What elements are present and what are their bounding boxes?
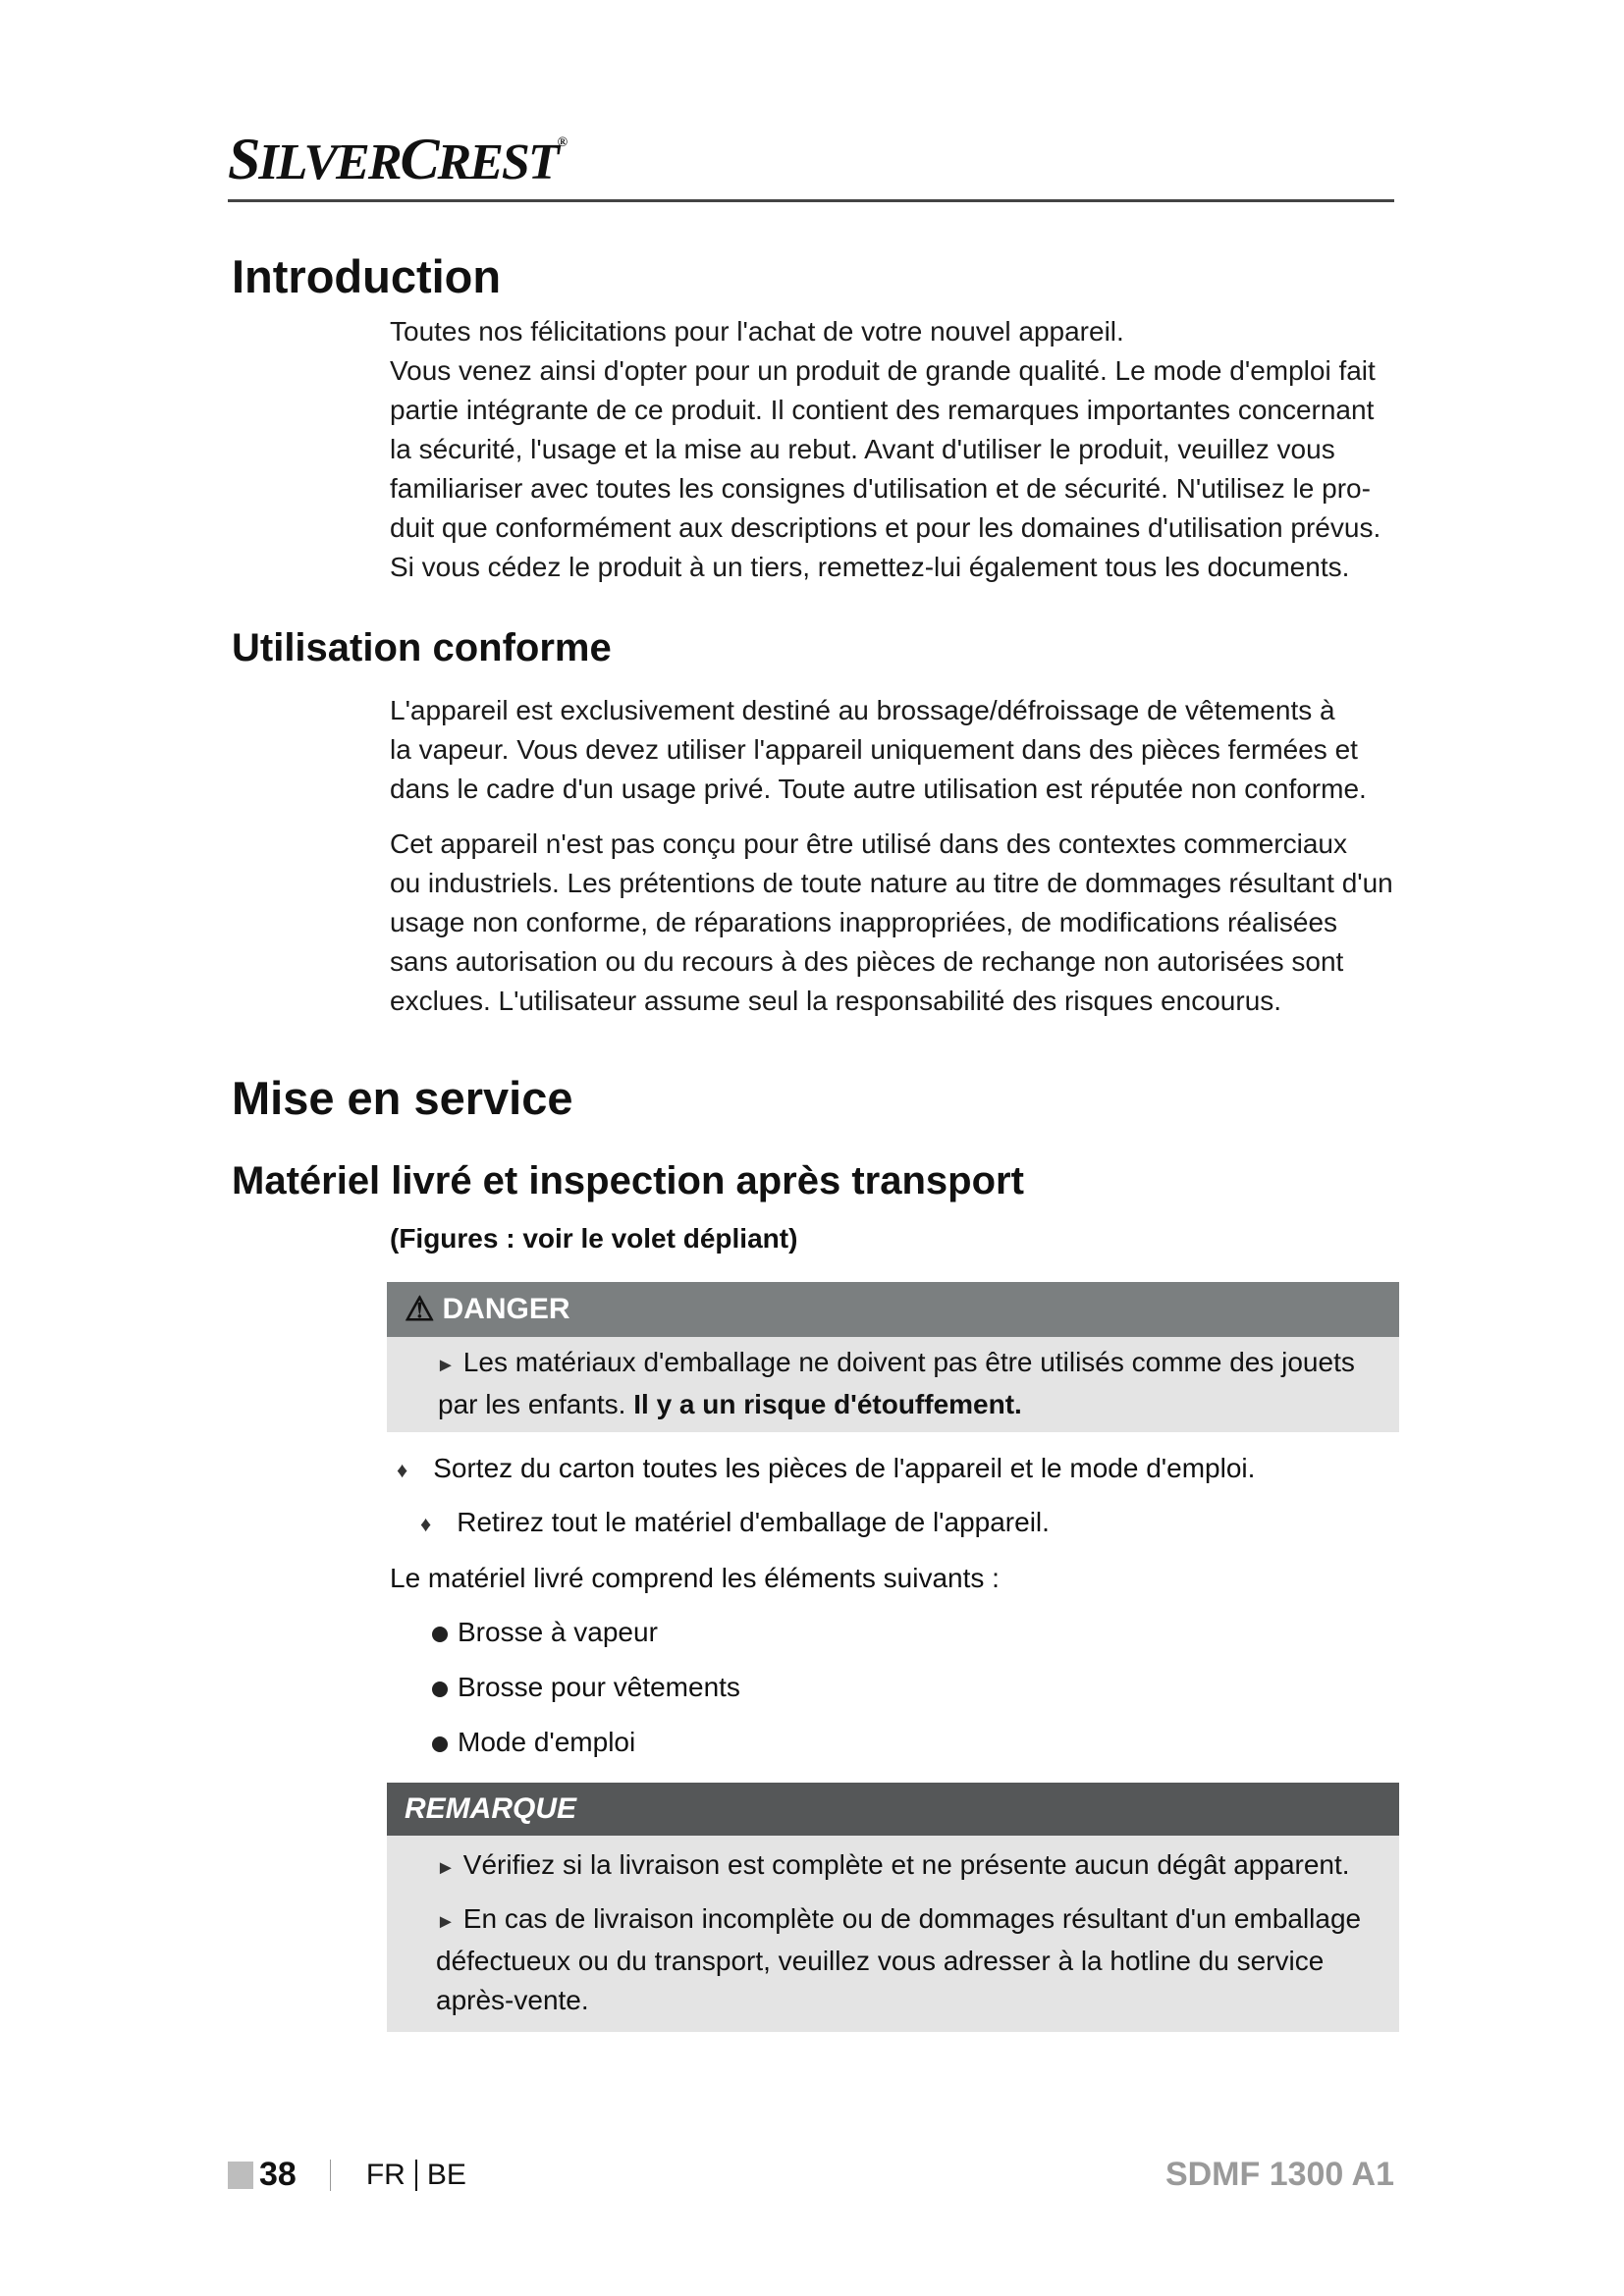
text-line: Vous venez ainsi d'opter pour un produit de grande qualité. Le mode d'emploi fait xyxy=(390,355,1376,386)
heading-introduction: Introduction xyxy=(232,250,502,302)
text-line: ou industriels. Les prétentions de toute nature au titre de dommages résultant d'un xyxy=(390,868,1393,898)
text-line: dans le cadre d'un usage privé. Toute autre utilisation est réputée non conforme. xyxy=(390,774,1367,804)
danger-emphasis: Il y a un risque d'étouffement. xyxy=(633,1389,1022,1419)
remarque-text: après-vente. xyxy=(436,1985,589,2015)
remarque-text: En cas de livraison incomplète ou de dommages résultant d'un emballage xyxy=(462,1903,1362,1934)
text-line: usage non conforme, de réparations inappropriées, de modifications réalisées xyxy=(390,907,1338,937)
header-rule xyxy=(228,199,1394,202)
text-line: partie intégrante de ce produit. Il contient des remarques importantes concernant xyxy=(390,395,1375,425)
text-line: L'appareil est exclusivement destiné au brossage/défroissage de vêtements à xyxy=(390,695,1335,725)
divider xyxy=(330,2160,331,2191)
utilisation-para-2 xyxy=(390,825,1393,1021)
text-line: exclues. L'utilisateur assume seul la responsabilité des risques encourus. xyxy=(390,986,1282,1016)
silvercrest-logo: SILVERCREST® xyxy=(228,127,568,191)
contents-text: Brosse à vapeur xyxy=(458,1617,658,1647)
bullet-dot-icon xyxy=(432,1736,448,1752)
diamond-bullet-icon: ♦ xyxy=(397,1458,408,1482)
model-number: SDMF 1300 A1 xyxy=(1164,2156,1394,2193)
text-line: sans autorisation ou du recours à des pièces de rechange non autorisées sont xyxy=(390,946,1344,977)
bullet-dot-icon xyxy=(432,1627,448,1642)
language-fr: FR xyxy=(365,2158,406,2191)
text-line: duit que conformément aux descriptions et pour les domaines d'utilisation prévus. xyxy=(390,512,1381,543)
contents-item xyxy=(432,1723,635,1762)
bullet-dot-icon xyxy=(432,1682,448,1697)
remarque-header xyxy=(387,1783,1399,1836)
danger-box xyxy=(387,1282,1399,1432)
danger-text: par les enfants. xyxy=(438,1389,626,1419)
heading-mise-en-service: Mise en service xyxy=(232,1072,573,1124)
remarque-text: Vérifiez si la livraison est complète et ne présente aucun dégât apparent. xyxy=(462,1849,1350,1880)
danger-body xyxy=(387,1337,1399,1432)
text-line: familiariser avec toutes les consignes d'utilisation et de sécurité. N'utilisez le pro- xyxy=(390,473,1371,504)
page-footer-left xyxy=(228,2156,466,2194)
contents-intro: Le matériel livré comprend les éléments suivants : xyxy=(390,1563,1000,1593)
language-be: BE xyxy=(426,2158,466,2191)
arrow-bullet-icon: ► xyxy=(436,1911,456,1933)
contents-text: Brosse pour vêtements xyxy=(458,1672,740,1702)
text-line: Cet appareil n'est pas conçu pour être utilisé dans des contextes commerciaux xyxy=(390,828,1347,859)
page-number: 38 xyxy=(259,2156,297,2193)
utilisation-para-1 xyxy=(390,691,1367,809)
contents-text: Mode d'emploi xyxy=(458,1727,636,1757)
text-line: Toutes nos félicitations pour l'achat de votre nouvel appareil. xyxy=(390,316,1124,347)
remarque-text: défectueux ou du transport, veuillez vous adresser à la hotline du service xyxy=(436,1946,1325,1976)
step-2 xyxy=(420,1503,1050,1544)
danger-text: Les matériaux d'emballage ne doivent pas être utilisés comme des jouets xyxy=(462,1347,1355,1377)
figures-note: (Figures : voir le volet dépliant) xyxy=(390,1223,798,1254)
remarque-body xyxy=(387,1836,1399,2032)
text-line: la sécurité, l'usage et la mise au rebut. Avant d'utiliser le produit, veuillez vous xyxy=(390,434,1335,464)
divider xyxy=(415,2160,417,2191)
page-marker-icon xyxy=(228,2162,253,2189)
introduction-text xyxy=(390,312,1380,587)
diamond-bullet-icon: ♦ xyxy=(420,1512,432,1536)
heading-materiel-livre: Matériel livré et inspection après transport xyxy=(232,1159,1024,1202)
contents-item xyxy=(432,1613,658,1652)
danger-title: DANGER xyxy=(442,1293,570,1325)
step-text: Sortez du carton toutes les pièces de l'appareil et le mode d'emploi. xyxy=(433,1453,1256,1483)
remarque-title: REMARQUE xyxy=(405,1792,577,1825)
remarque-box xyxy=(387,1783,1399,2032)
arrow-bullet-icon: ► xyxy=(436,1857,456,1879)
text-line: Si vous cédez le produit à un tiers, remettez-lui également tous les documents. xyxy=(390,552,1350,582)
text-line: la vapeur. Vous devez utiliser l'appareil uniquement dans des pièces fermées et xyxy=(390,734,1358,765)
danger-header xyxy=(387,1282,1399,1337)
warning-triangle-icon: ⚠ xyxy=(405,1291,435,1328)
contents-item xyxy=(432,1668,740,1707)
registered-mark: ® xyxy=(557,135,568,150)
arrow-bullet-icon: ► xyxy=(436,1355,456,1376)
heading-utilisation-conforme: Utilisation conforme xyxy=(232,626,612,669)
step-1 xyxy=(397,1449,1255,1490)
step-text: Retirez tout le matériel d'emballage de l'appareil. xyxy=(457,1507,1050,1537)
